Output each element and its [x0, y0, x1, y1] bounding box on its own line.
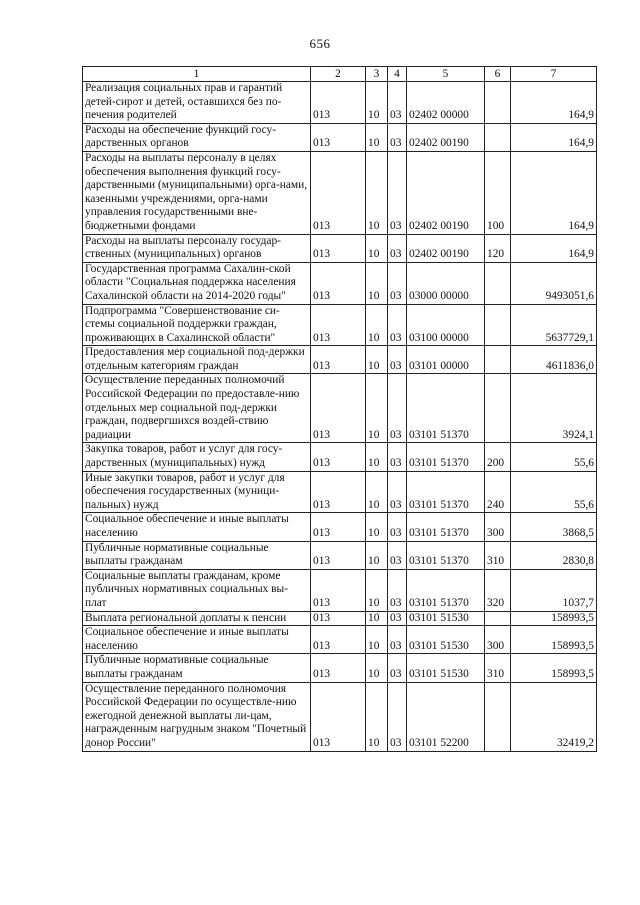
row-name-cell: Публичные нормативные социальные выплаты гражданам	[83, 654, 311, 682]
expense-type-code-cell	[485, 262, 511, 304]
expense-type-code-cell: 300	[485, 513, 511, 541]
section-code-cell: 10	[366, 123, 388, 151]
table-row	[83, 234, 597, 262]
page-number: 656	[309, 36, 331, 51]
row-name-cell: Подпрограмма "Совершенствование си-стемы социальной поддержки граждан, проживающих в Сахалинской области"	[83, 304, 311, 346]
section-code-cell: 10	[366, 151, 388, 234]
table-row	[83, 626, 597, 654]
amount-cell: 158993,5	[511, 611, 597, 626]
subsection-code-cell: 03	[388, 304, 407, 346]
amount-cell: 164,9	[511, 151, 597, 234]
header-cell: 2	[311, 67, 366, 82]
row-name-cell: Иные закупки товаров, работ и услуг для обеспечения государственных (муници-пальных) нужд	[83, 471, 311, 513]
gov-code-cell: 013	[311, 569, 366, 611]
section-code-cell: 10	[366, 654, 388, 682]
header-cell: 3	[366, 67, 388, 82]
target-article-code-cell: 03101 51530	[407, 626, 485, 654]
section-code-cell: 10	[366, 234, 388, 262]
target-article-code-cell: 03101 51370	[407, 569, 485, 611]
subsection-code-cell: 03	[388, 541, 407, 569]
subsection-code-cell: 03	[388, 611, 407, 626]
section-code-cell: 10	[366, 513, 388, 541]
amount-cell: 164,9	[511, 123, 597, 151]
expense-type-code-cell	[485, 611, 511, 626]
row-name-cell: Расходы на обеспечение функций госу-дарственных органов	[83, 123, 311, 151]
target-article-code-cell: 03100 00000	[407, 304, 485, 346]
amount-cell: 3924,1	[511, 374, 597, 443]
amount-cell: 3868,5	[511, 513, 597, 541]
table-row	[83, 304, 597, 346]
subsection-code-cell: 03	[388, 443, 407, 471]
gov-code-cell: 013	[311, 682, 366, 751]
target-article-code-cell: 02402 00190	[407, 151, 485, 234]
amount-cell: 32419,2	[511, 682, 597, 751]
target-article-code-cell: 03101 51370	[407, 443, 485, 471]
gov-code-cell: 013	[311, 346, 366, 374]
row-name-cell: Государственная программа Сахалин-ской области "Социальная поддержка населения Сахалинской области на 2014-2020 годы"	[83, 262, 311, 304]
target-article-code-cell: 03101 00000	[407, 346, 485, 374]
subsection-code-cell: 03	[388, 346, 407, 374]
gov-code-cell: 013	[311, 374, 366, 443]
section-code-cell: 10	[366, 346, 388, 374]
gov-code-cell: 013	[311, 304, 366, 346]
subsection-code-cell: 03	[388, 569, 407, 611]
section-code-cell: 10	[366, 262, 388, 304]
gov-code-cell: 013	[311, 541, 366, 569]
section-code-cell: 10	[366, 682, 388, 751]
target-article-code-cell: 03101 51370	[407, 513, 485, 541]
target-article-code-cell: 02402 00000	[407, 82, 485, 124]
expense-type-code-cell	[485, 374, 511, 443]
subsection-code-cell: 03	[388, 471, 407, 513]
target-article-code-cell: 03101 51370	[407, 374, 485, 443]
row-name-cell: Предоставления мер социальной под-держки отдельным категориям граждан	[83, 346, 311, 374]
expense-type-code-cell: 320	[485, 569, 511, 611]
row-name-cell: Осуществление переданных полномочий Российской Федерации по предоставле-нию отдельных мер социальной под-держки граждан, подвергшихся воздей-ствию радиации	[83, 374, 311, 443]
header-cell: 1	[83, 67, 311, 82]
subsection-code-cell: 03	[388, 262, 407, 304]
amount-cell: 158993,5	[511, 654, 597, 682]
table-row	[83, 471, 597, 513]
header-cell: 7	[511, 67, 597, 82]
subsection-code-cell: 03	[388, 513, 407, 541]
gov-code-cell: 013	[311, 151, 366, 234]
gov-code-cell: 013	[311, 234, 366, 262]
target-article-code-cell: 03000 00000	[407, 262, 485, 304]
table-body	[83, 82, 597, 752]
amount-cell: 1037,7	[511, 569, 597, 611]
table-row	[83, 541, 597, 569]
row-name-cell: Реализация социальных прав и гарантий детей-сирот и детей, оставшихся без по-печения родителей	[83, 82, 311, 124]
row-name-cell: Расходы на выплаты персоналу в целях обеспечения выполнения функций госу-дарственными (муниципальными) орга-нами, казенными учреждениями, орга-нами управления государственными вне-бюджетными фондами	[83, 151, 311, 234]
subsection-code-cell: 03	[388, 82, 407, 124]
subsection-code-cell: 03	[388, 123, 407, 151]
expense-type-code-cell: 300	[485, 626, 511, 654]
subsection-code-cell: 03	[388, 234, 407, 262]
expense-type-code-cell: 120	[485, 234, 511, 262]
header-row	[83, 67, 597, 82]
table-row	[83, 262, 597, 304]
row-name-cell: Закупка товаров, работ и услуг для госу-дарственных (муниципальных) нужд	[83, 443, 311, 471]
expense-type-code-cell: 200	[485, 443, 511, 471]
header-cell: 5	[407, 67, 485, 82]
expense-type-code-cell	[485, 682, 511, 751]
table-row	[83, 569, 597, 611]
gov-code-cell: 013	[311, 123, 366, 151]
expense-type-code-cell: 310	[485, 541, 511, 569]
budget-table	[82, 66, 597, 752]
subsection-code-cell: 03	[388, 151, 407, 234]
section-code-cell: 10	[366, 471, 388, 513]
subsection-code-cell: 03	[388, 682, 407, 751]
amount-cell: 5637729,1	[511, 304, 597, 346]
header-cell: 4	[388, 67, 407, 82]
header-cell: 6	[485, 67, 511, 82]
target-article-code-cell: 02402 00190	[407, 234, 485, 262]
amount-cell: 55,6	[511, 443, 597, 471]
gov-code-cell: 013	[311, 513, 366, 541]
target-article-code-cell: 03101 52200	[407, 682, 485, 751]
gov-code-cell: 013	[311, 654, 366, 682]
target-article-code-cell: 03101 51530	[407, 611, 485, 626]
amount-cell: 9493051,6	[511, 262, 597, 304]
row-name-cell: Социальное обеспечение и иные выплаты населению	[83, 513, 311, 541]
table-row	[83, 611, 597, 626]
expense-type-code-cell	[485, 304, 511, 346]
expense-type-code-cell: 100	[485, 151, 511, 234]
table-row	[83, 346, 597, 374]
section-code-cell: 10	[366, 374, 388, 443]
amount-cell: 158993,5	[511, 626, 597, 654]
subsection-code-cell: 03	[388, 626, 407, 654]
target-article-code-cell: 02402 00190	[407, 123, 485, 151]
target-article-code-cell: 03101 51370	[407, 471, 485, 513]
table-row	[83, 443, 597, 471]
gov-code-cell: 013	[311, 443, 366, 471]
amount-cell: 164,9	[511, 82, 597, 124]
gov-code-cell: 013	[311, 262, 366, 304]
table-row	[83, 513, 597, 541]
row-name-cell: Выплата региональной доплаты к пенсии	[83, 611, 311, 626]
section-code-cell: 10	[366, 82, 388, 124]
gov-code-cell: 013	[311, 471, 366, 513]
section-code-cell: 10	[366, 304, 388, 346]
subsection-code-cell: 03	[388, 374, 407, 443]
subsection-code-cell: 03	[388, 654, 407, 682]
amount-cell: 164,9	[511, 234, 597, 262]
gov-code-cell: 013	[311, 626, 366, 654]
section-code-cell: 10	[366, 541, 388, 569]
section-code-cell: 10	[366, 626, 388, 654]
target-article-code-cell: 03101 51370	[407, 541, 485, 569]
amount-cell: 4611836,0	[511, 346, 597, 374]
section-code-cell: 10	[366, 443, 388, 471]
table-row	[83, 151, 597, 234]
table-row	[83, 682, 597, 751]
amount-cell: 55,6	[511, 471, 597, 513]
gov-code-cell: 013	[311, 611, 366, 626]
section-code-cell: 10	[366, 569, 388, 611]
row-name-cell: Социальные выплаты гражданам, кроме публичных нормативных социальных вы-плат	[83, 569, 311, 611]
row-name-cell: Социальное обеспечение и иные выплаты населению	[83, 626, 311, 654]
gov-code-cell: 013	[311, 82, 366, 124]
table-row	[83, 123, 597, 151]
expense-type-code-cell	[485, 346, 511, 374]
section-code-cell: 10	[366, 611, 388, 626]
expense-type-code-cell: 310	[485, 654, 511, 682]
row-name-cell: Расходы на выплаты персоналу государ-ственных (муниципальных) органов	[83, 234, 311, 262]
table-row	[83, 82, 597, 124]
amount-cell: 2830,8	[511, 541, 597, 569]
target-article-code-cell: 03101 51530	[407, 654, 485, 682]
expense-type-code-cell	[485, 123, 511, 151]
expense-type-code-cell: 240	[485, 471, 511, 513]
row-name-cell: Публичные нормативные социальные выплаты гражданам	[83, 541, 311, 569]
table-row	[83, 374, 597, 443]
table-row	[83, 654, 597, 682]
row-name-cell: Осуществление переданного полномочия Российской Федерации по осуществле-нию ежегодной денежной выплаты ли-цам, награжденным нагрудным знаком "Почетный донор России"	[83, 682, 311, 751]
expense-type-code-cell	[485, 82, 511, 124]
